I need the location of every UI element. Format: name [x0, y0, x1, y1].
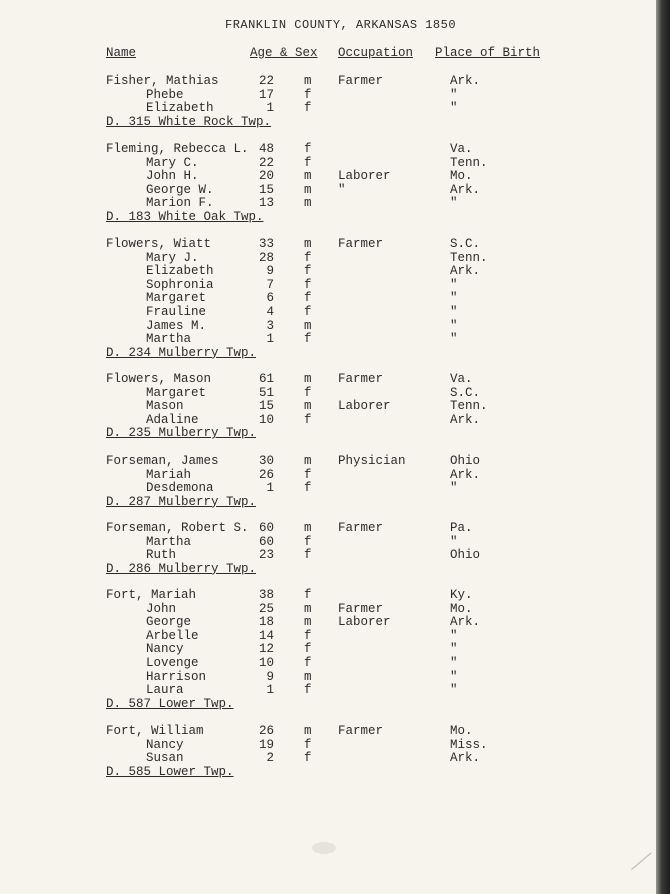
person-sex: f [304, 142, 312, 156]
person-birthplace: " [450, 642, 458, 657]
person-name: Forseman, James [106, 454, 219, 468]
dwelling-note: D. 587 Lower Twp. [106, 696, 234, 711]
person-sex: f [304, 548, 312, 563]
person-birthplace: Ark. [450, 751, 481, 766]
person-birthplace: Ky. [450, 588, 473, 602]
person-birthplace: Tenn. [450, 155, 488, 170]
person-age: 15 [258, 399, 274, 414]
census-row [0, 399, 650, 413]
census-row [0, 74, 650, 88]
census-row [0, 196, 650, 210]
census-row [0, 291, 650, 305]
column-header-name: Name [106, 46, 137, 60]
person-sex: f [304, 250, 312, 265]
census-row [0, 183, 650, 197]
person-age: 1 [266, 683, 274, 698]
person-birthplace: Va. [450, 372, 473, 386]
person-sex: m [304, 601, 312, 616]
person-name: Sophronia [146, 277, 214, 292]
census-row [0, 751, 650, 765]
person-occupation: Farmer [338, 521, 384, 535]
person-name: Harrison [146, 669, 207, 684]
person-birthplace: " [450, 87, 458, 102]
person-occupation: Farmer [338, 601, 384, 616]
person-age: 26 [258, 724, 274, 738]
person-birthplace: " [450, 318, 458, 333]
person-sex: f [304, 642, 312, 657]
person-occupation: Farmer [338, 74, 384, 88]
census-row [0, 169, 650, 183]
person-name: Desdemona [146, 481, 214, 496]
census-row [0, 88, 650, 102]
person-birthplace: Ark. [450, 615, 481, 630]
person-sex: m [304, 521, 312, 535]
person-birthplace: S.C. [450, 237, 481, 251]
census-row [0, 278, 650, 292]
dwelling-note: D. 286 Mulberry Twp. [106, 561, 257, 576]
person-name: Ruth [146, 548, 177, 563]
person-name: Arbelle [146, 628, 199, 643]
person-birthplace: Tenn. [450, 250, 488, 265]
census-row [0, 615, 650, 629]
person-name: Margaret [146, 385, 207, 400]
person-age: 20 [258, 169, 274, 184]
census-row [0, 372, 650, 386]
person-sex: m [304, 724, 312, 738]
census-row [0, 237, 650, 251]
paper-smudge [312, 842, 336, 854]
person-name: John H. [146, 169, 199, 184]
person-age: 60 [258, 521, 274, 535]
person-name: Flowers, Wiatt [106, 237, 212, 251]
person-birthplace: Ark. [450, 74, 481, 88]
person-name: Fort, Mariah [106, 588, 197, 602]
person-sex: f [304, 628, 312, 643]
person-name: Susan [146, 751, 184, 766]
dwelling-note: D. 315 White Rock Twp. [106, 114, 272, 129]
person-name: Laura [146, 683, 184, 698]
person-name: Adaline [146, 412, 199, 427]
person-birthplace: " [450, 534, 458, 549]
person-sex: f [304, 155, 312, 170]
person-birthplace: Ohio [450, 548, 481, 563]
person-sex: f [304, 101, 312, 116]
person-birthplace: Tenn. [450, 399, 488, 414]
person-sex: f [304, 332, 312, 347]
census-row [0, 629, 650, 643]
person-age: 1 [266, 332, 274, 347]
person-age: 30 [258, 454, 274, 468]
person-age: 23 [258, 548, 274, 563]
person-birthplace: " [450, 683, 458, 698]
person-name: Nancy [146, 642, 184, 657]
person-name: Lovenge [146, 656, 199, 670]
person-name: James M. [146, 318, 207, 333]
person-age: 26 [258, 467, 274, 482]
person-sex: f [304, 385, 312, 400]
person-birthplace: " [450, 291, 458, 306]
person-sex: m [304, 615, 312, 630]
census-row [0, 642, 650, 656]
person-name: Nancy [146, 737, 184, 752]
dwelling-note: D. 235 Mulberry Twp. [106, 426, 257, 441]
person-birthplace: S.C. [450, 385, 481, 400]
person-birthplace: " [450, 277, 458, 292]
person-birthplace: " [450, 481, 458, 496]
person-age: 1 [266, 481, 274, 496]
person-age: 3 [266, 318, 274, 333]
person-sex: f [304, 467, 312, 482]
person-sex: m [304, 454, 312, 468]
person-sex: f [304, 277, 312, 292]
person-sex: f [304, 305, 312, 319]
person-sex: m [304, 74, 312, 88]
person-name: Mariah [146, 467, 192, 482]
column-header-place-of-birth: Place of Birth [435, 46, 541, 60]
person-birthplace: " [450, 101, 458, 116]
person-name: Mason [146, 399, 184, 414]
census-row [0, 481, 650, 495]
person-name: Fisher, Mathias [106, 74, 219, 88]
person-birthplace: Ohio [450, 454, 481, 468]
person-birthplace: Ark. [450, 412, 481, 427]
census-row [0, 602, 650, 616]
person-sex: m [304, 669, 312, 684]
person-sex: m [304, 399, 312, 414]
person-name: Phebe [146, 87, 184, 102]
person-occupation: Farmer [338, 237, 384, 251]
census-row [0, 332, 650, 346]
person-age: 38 [258, 588, 274, 602]
person-sex: f [304, 87, 312, 102]
census-row [0, 251, 650, 265]
person-sex: m [304, 169, 312, 184]
person-birthplace: " [450, 196, 458, 211]
person-age: 9 [266, 669, 274, 684]
person-name: George W. [146, 182, 214, 197]
person-age: 33 [258, 237, 274, 251]
person-age: 9 [266, 264, 274, 279]
person-age: 17 [258, 87, 274, 102]
census-row [0, 738, 650, 752]
person-birthplace: Miss. [450, 737, 488, 752]
person-sex: m [304, 372, 312, 386]
person-occupation: Laborer [338, 169, 391, 184]
person-name: John [146, 601, 177, 616]
person-birthplace: Pa. [450, 521, 473, 535]
person-sex: f [304, 683, 312, 698]
person-birthplace: Ark. [450, 264, 481, 279]
person-birthplace: Mo. [450, 724, 473, 738]
person-sex: f [304, 412, 312, 427]
person-birthplace: Ark. [450, 467, 481, 482]
dwelling-note: D. 585 Lower Twp. [106, 764, 234, 779]
person-age: 12 [258, 642, 274, 657]
person-age: 51 [258, 385, 274, 400]
person-sex: f [304, 534, 312, 549]
person-name: George [146, 615, 192, 630]
census-row [0, 724, 650, 738]
person-name: Frauline [146, 305, 207, 319]
person-age: 61 [258, 372, 274, 386]
census-row [0, 535, 650, 549]
person-name: Margaret [146, 291, 207, 306]
census-row [0, 142, 650, 156]
person-birthplace: " [450, 628, 458, 643]
person-age: 28 [258, 250, 274, 265]
person-sex: f [304, 656, 312, 670]
person-age: 25 [258, 601, 274, 616]
census-row [0, 521, 650, 535]
census-row [0, 264, 650, 278]
census-row [0, 454, 650, 468]
person-occupation: " [338, 182, 346, 197]
person-age: 60 [258, 534, 274, 549]
person-sex: f [304, 588, 312, 602]
person-sex: m [304, 237, 312, 251]
person-age: 18 [258, 615, 274, 630]
census-row [0, 101, 650, 115]
person-age: 6 [266, 291, 274, 306]
person-age: 10 [258, 656, 274, 670]
dwelling-note: D. 234 Mulberry Twp. [106, 345, 257, 360]
person-sex: f [304, 481, 312, 496]
person-occupation: Laborer [338, 399, 391, 414]
census-row [0, 386, 650, 400]
person-name: Mary J. [146, 250, 199, 265]
person-sex: m [304, 196, 312, 211]
person-age: 4 [266, 305, 274, 319]
person-sex: m [304, 318, 312, 333]
person-sex: f [304, 737, 312, 752]
person-name: Fort, William [106, 724, 204, 738]
census-row [0, 548, 650, 562]
dwelling-note: D. 183 White Oak Twp. [106, 210, 264, 224]
person-age: 22 [258, 155, 274, 170]
census-row [0, 683, 650, 697]
census-row [0, 156, 650, 170]
person-name: Fleming, Rebecca L. [106, 142, 249, 156]
person-birthplace: " [450, 669, 458, 684]
person-age: 19 [258, 737, 274, 752]
person-name: Forseman, Robert S. [106, 521, 249, 535]
page-edge-shadow [656, 0, 670, 894]
person-sex: m [304, 182, 312, 197]
census-row [0, 588, 650, 602]
person-age: 22 [258, 74, 274, 88]
person-occupation: Farmer [338, 724, 384, 738]
person-age: 15 [258, 182, 274, 197]
person-occupation: Laborer [338, 615, 391, 630]
person-birthplace: Ark. [450, 182, 481, 197]
person-sex: f [304, 264, 312, 279]
column-header-age-sex: Age & Sex [250, 46, 318, 60]
census-row [0, 319, 650, 333]
person-birthplace: Mo. [450, 169, 473, 184]
person-age: 10 [258, 412, 274, 427]
census-row [0, 656, 650, 670]
person-birthplace: " [450, 305, 458, 319]
census-row [0, 468, 650, 482]
person-age: 48 [258, 142, 274, 156]
person-birthplace: " [450, 332, 458, 347]
person-name: Martha [146, 332, 192, 347]
census-row [0, 305, 650, 319]
dwelling-note: D. 287 Mulberry Twp. [106, 494, 257, 509]
person-birthplace: Va. [450, 142, 473, 156]
page-title: FRANKLIN COUNTY, ARKANSAS 1850 [225, 18, 457, 32]
census-row [0, 670, 650, 684]
person-age: 2 [266, 751, 274, 766]
census-row [0, 413, 650, 427]
person-name: Martha [146, 534, 192, 549]
person-age: 1 [266, 101, 274, 116]
person-birthplace: Mo. [450, 601, 473, 616]
column-header-occupation: Occupation [338, 46, 414, 60]
person-name: Flowers, Mason [106, 372, 212, 386]
person-name: Mary C. [146, 155, 199, 170]
person-occupation: Farmer [338, 372, 384, 386]
person-sex: f [304, 291, 312, 306]
person-occupation: Physician [338, 454, 406, 468]
person-age: 13 [258, 196, 274, 211]
person-name: Marion F. [146, 196, 214, 211]
person-birthplace: " [450, 656, 458, 670]
person-name: Elizabeth [146, 101, 214, 116]
person-name: Elizabeth [146, 264, 214, 279]
person-sex: f [304, 751, 312, 766]
person-age: 7 [266, 277, 274, 292]
person-age: 14 [258, 628, 274, 643]
